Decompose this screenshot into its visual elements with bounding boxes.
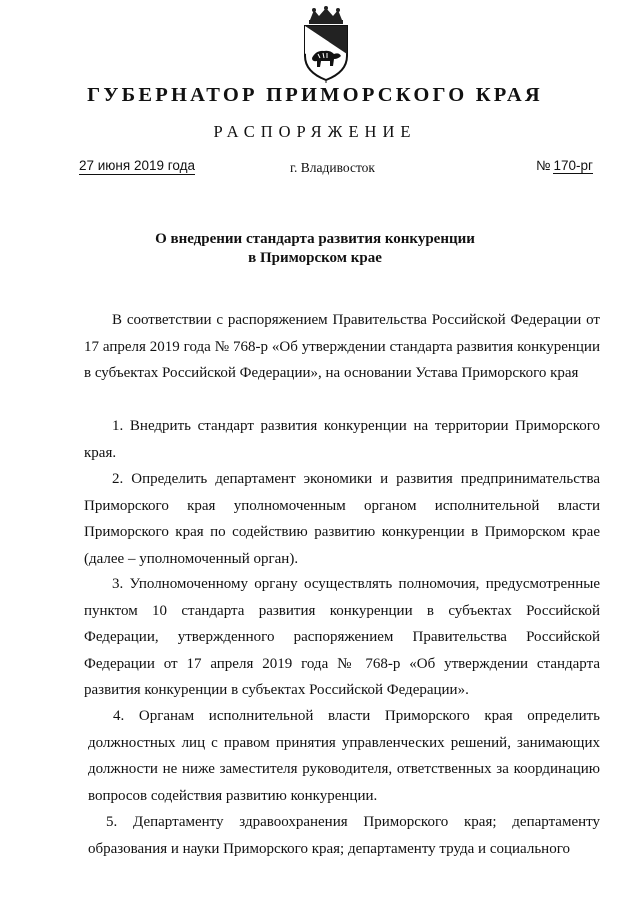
- document-date: 27 июня 2019 года: [79, 158, 195, 173]
- paragraph-item-5: 5. Департаменту здравоохранения Приморского края; департаменту образования и науки Приморского края; департаменту труда и социального: [88, 814, 600, 857]
- subject-line-1: О внедрении стандарта развития конкуренции: [155, 231, 475, 247]
- document-number: [536, 158, 593, 174]
- document-type: РАСПОРЯЖЕНИЕ: [213, 122, 417, 141]
- number-prefix: №: [536, 158, 551, 173]
- paragraph-item-2: 2. Определить департамент экономики и развития предпринимательства Приморского края уполномоченным органом исполнительной власти Приморского края по содействию развитию конкуренции в Приморском крае (далее – уполномоченный орган).: [84, 471, 600, 567]
- paragraph-item-1: 1. Внедрить стандарт развития конкуренции на территории Приморского края.: [84, 418, 600, 461]
- paragraph-item-3: 3. Уполномоченному органу осуществлять полномочия, предусмотренные пунктом 10 стандарта развития конкуренции в субъектах Российской Федерации, утвержденного распоряжением Правительства Российской Федерации от 17 апреля 2019 года № 768-р «Об утверждении стандарта развития конкуренции в субъектах Российской Федерации».: [84, 576, 600, 698]
- number-value: 170-рг: [553, 158, 593, 173]
- document-subject: [0, 230, 630, 268]
- document-city: г. Владивосток: [290, 160, 375, 175]
- coat-of-arms-icon: [296, 6, 356, 84]
- governor-title: ГУБЕРНАТОР ПРИМОРСКОГО КРАЯ: [87, 84, 543, 106]
- paragraph-preamble: В соответствии с распоряжением Правительства Российской Федерации от 17 апреля 2019 года № 768-р «Об утверждении стандарта развития конкуренции в субъектах Российской Федерации», на основании Устава Приморского края: [84, 312, 600, 381]
- paragraph-item-4: 4. Органам исполнительной власти Приморского края определить должностных лиц с правом принятия управленческих решений, занимающих должности не ниже заместителя руководителя, ответственных за координацию вопросов содействия развитию конкуренции.: [88, 708, 600, 804]
- subject-line-2: в Приморском крае: [248, 250, 382, 266]
